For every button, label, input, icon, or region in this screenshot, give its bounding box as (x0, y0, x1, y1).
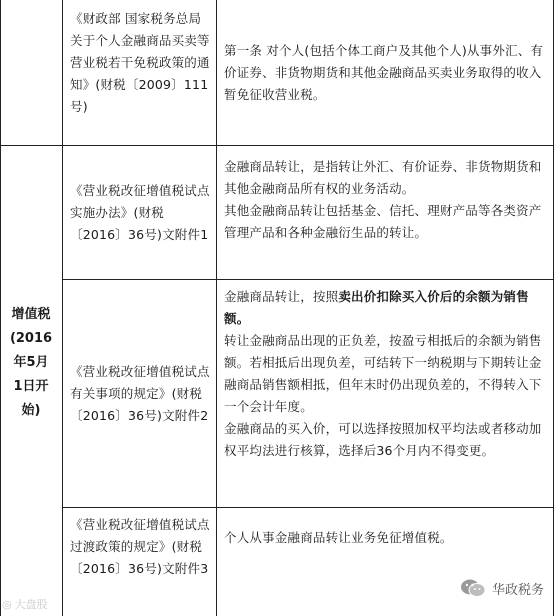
content-cell-2: 金融商品转让，是指转让外汇、有价证券、非货物期货和其他金融商品所有权的业务活动。 其他金融商品转让包括基金、信托、理财产品等各类资产管理产品和各种金融衍生品的转让。 (224, 159, 542, 240)
tax-category-label: 增值税 (2016 年5月 1日开 始) (9, 307, 53, 418)
watermark-right: 华政税务 (460, 578, 544, 598)
source-cell-2: 《营业税改征增值税试点实施办法》(财税〔2016〕36号)文附件1 (70, 182, 210, 242)
content-cell-1: 第一条 对个人(包括个体工商户及其他个人)从事外汇、有价证券、非货物期货和其他金融商品买卖业务取得的收入暂免征收营业税。 (224, 42, 544, 102)
table-divider-1 (62, 0, 63, 616)
source-cell-1: 《财政部 国家税务总局关于个人金融商品买卖等营业税若干免税政策的通知》(财税〔2009〕111号) (70, 11, 210, 114)
source-cell-3: 《营业税改征增值税试点有关事项的规定》(财税〔2016〕36号)文附件2 (70, 363, 210, 423)
content-cell-4: 个人从事金融商品转让业务免征增值税。 (224, 530, 453, 545)
content-cell-3: 金融商品转让，按照卖出价扣除买入价后的余额为销售额。 转让金融商品出现的正负差，按盈亏相抵后的余额为销售额。若相抵后出现负差，可结转下一纳税期与下期转让金融商品销售额相抵，但年末时仍出现负差的，不得转入下一个会计年度。 金融商品的买入价，可以选择按照加权平均法或者移动加权平均法进行核算，选择后36个月内不得变更。 (224, 289, 542, 458)
wechat-icon (460, 578, 486, 598)
table-divider-2 (216, 0, 217, 616)
source-cell-4: 《营业税改征增值税试点过渡政策的规定》(财税〔2016〕36号)文附件3 (70, 517, 210, 576)
watermark-left: ◎ 大盘股 (2, 597, 48, 611)
weibo-icon: ◎ (2, 597, 12, 611)
